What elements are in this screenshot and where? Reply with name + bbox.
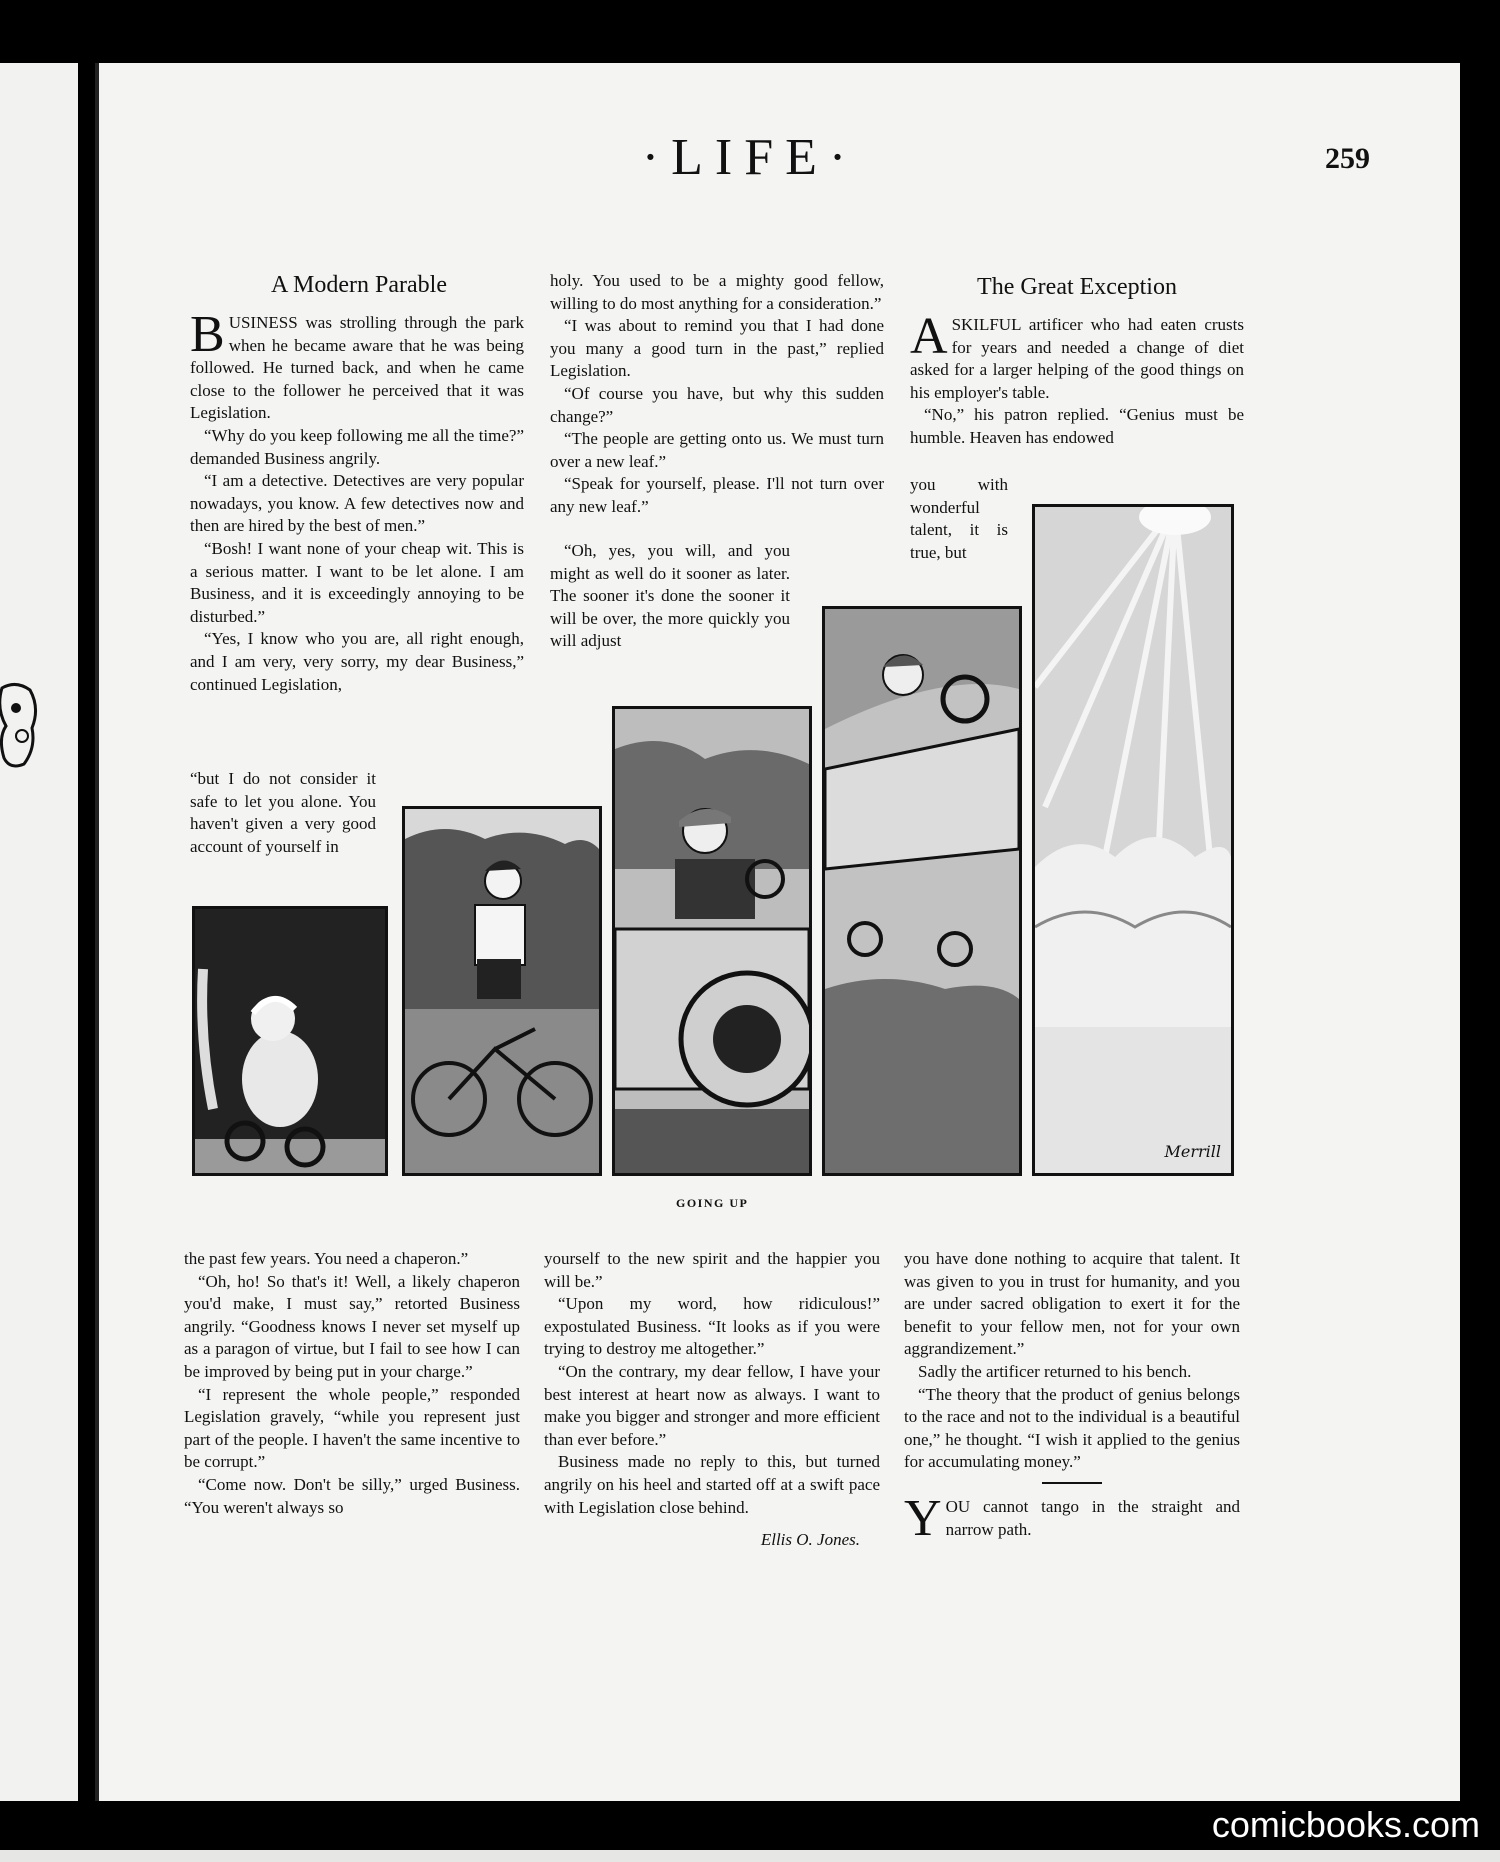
article2-column3-top <box>910 308 1244 450</box>
article-title-great-exception: The Great Exception <box>977 274 1177 300</box>
article1-column1-narrow: “but I do not consider it safe to let you alone. You haven't given a very good account of yourself in <box>190 769 376 856</box>
article1-column1-top <box>190 306 524 696</box>
article1-column2-bottom: yourself to the new spirit and the happier you will be.” “Upon my word, how ridiculous!” expostulated Business. “It looks as if you were trying to destroy me altogether.” “On the contrary, my dear fellow, I have your best interest at heart now as always. I want to make you bigger and stronger and more efficient than ever before.” Business made no reply to this, but turned angrily on his heel and started off at a swift pace with Legislation close behind. Ellis O. Jones. <box>544 1248 880 1552</box>
article1-column2-narrow: “Oh, yes, you will, and you might as well do it sooner as later. The sooner it's done the sooner it will be over, the more quickly you will adjust <box>550 541 790 651</box>
page-number: 259 <box>1325 142 1370 175</box>
adjacent-page <box>0 63 78 1801</box>
watermark: comicbooks.com <box>1211 1804 1480 1845</box>
article1-para-2: “Why do you keep following me all the time?” demanded Business angrily. <box>190 425 524 468</box>
boy-bicycle-drawing <box>405 809 599 1173</box>
dropcap-a: A <box>910 308 948 365</box>
article2-para-1: ASKILFUL artificer who had eaten crusts for years and needed a change of diet asked for a larger helping of the good things on his employer's table. <box>910 308 1244 402</box>
article1-column2-top: holy. You used to be a mighty good fellow, willing to do most anything for a consideration.” “I was about to remind you that I had done you many a good turn in the past,” replied Legislation. “Of course you have, but why this sudden change?” “The people are getting onto us. We must turn over a new leaf.” “Speak for yourself, please. I'll not turn over any new leaf.” <box>550 271 884 516</box>
filler-paragraph: YOU cannot tango in the straight and narrow path. <box>904 1489 1240 1547</box>
article-title-modern-parable: A Modern Parable <box>271 272 447 298</box>
panel-baby-tricycle <box>192 906 388 1176</box>
article2-para-2: “No,” his patron replied. “Genius must be humble. Heaven has endowed <box>910 405 1244 447</box>
panel-man-automobile <box>612 706 812 1176</box>
panel-boy-bicycle <box>402 806 602 1176</box>
article1-para-3: “I am a detective. Detectives are very popular nowadays, you know. A few detectives now and then are hired by the best of men.” <box>190 471 524 536</box>
article2-column3-narrow: you with wonderful talent, it is true, but <box>910 475 1008 562</box>
article1-para-5: “Yes, I know who you are, all right enough, and I am very, very sorry, my dear Business,” continued Legislation, <box>190 629 524 694</box>
baby-tricycle-drawing <box>195 909 385 1173</box>
section-rule <box>1042 1482 1102 1484</box>
article2-column3-bottom: you have done nothing to acquire that talent. It was given to you in trust for humanity, and you are under sacred obligation to exert it for the benefit to your fellow men, not for your own aggrandizement.” Sadly the artificer returned to his bench. “The theory that the product of genius belongs to the race and not to the individual is a beautiful one,” he thought. “I wish it applied to the genius for accumulating money.” YOU cannot tango in the straight and narrow path. <box>904 1249 1240 1547</box>
masthead: ·LIFE· <box>641 129 859 186</box>
man-automobile-drawing <box>615 709 809 1173</box>
article1-para-4: “Bosh! I want none of your cheap wit. This is a serious matter. I want to be let alone. I am Business, and it is exceedingly annoying to be disturbed.” <box>190 538 524 626</box>
author-signature: Ellis O. Jones. <box>760 1530 860 1550</box>
underlying-page-edge <box>0 1850 1500 1862</box>
article1-column1-bottom: the past few years. You need a chaperon.” “Oh, ho! So that's it! Well, a likely chaperon you'd make, I must say,” retorted Business angrily. “Goodness knows I never set myself up as a paragon of virtue, but I fail to see how I can be improved by being put in your charge.” “I represent the whole people,” responded Legislation gravely, “while you represent just part of the people. I haven't the same incentive to be corrupt.” “Come now. Don't be silly,” urged Business. “You weren't always so <box>184 1249 520 1517</box>
artist-signature: Merrill <box>1164 1142 1221 1161</box>
dropcap-y: Y <box>904 1489 942 1547</box>
panel-man-airplane <box>822 606 1022 1176</box>
sunrays-clouds-drawing <box>1035 507 1231 1173</box>
panel-sunrays-clouds <box>1032 504 1234 1176</box>
article1-para-1: BUSINESS was strolling through the park when he became aware that he was being followed. He turned back, and when he came close to the follower he perceived that it was Legislation. <box>190 306 524 423</box>
man-airplane-drawing <box>825 609 1019 1173</box>
adjacent-page-cartoon-icon <box>0 678 44 774</box>
dropcap-b: B <box>190 306 225 363</box>
illustration-caption: GOING UP <box>676 1196 749 1210</box>
